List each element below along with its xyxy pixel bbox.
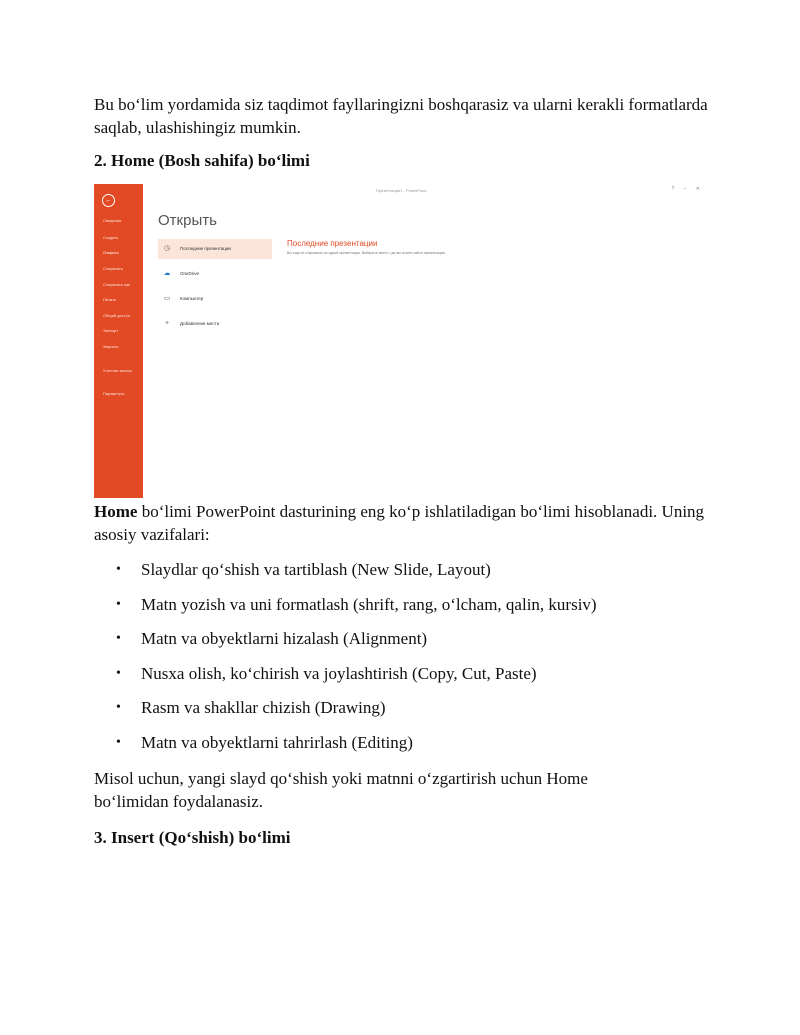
backstage-item-info[interactable]: Сведения [103,218,122,223]
home-paragraph [94,500,734,546]
backstage-item-options[interactable]: Параметры [103,391,125,396]
computer-icon: ▭ [163,295,171,302]
backstage-item-save-as[interactable]: Сохранить как [103,282,130,287]
list-item: • Matn yozish va uni formatlash (shrift, rang, o‘lcham, qalin, kursiv) [94,593,597,628]
home-paragraph-text: bo‘limi PowerPoint dasturining eng ko‘p ishlatiladigan bo‘limi hisoblanadi. Uning asosiy vazifalari: [94,502,705,544]
home-functions-list [94,558,597,765]
back-arrow-icon[interactable]: ← [102,194,115,207]
list-item: • Matn va obyektlarni tahrirlash (Editing) [94,731,597,766]
location-recent[interactable]: ◷ Последние презентации [158,239,272,259]
location-computer[interactable]: ▭ Компьютер [163,295,204,302]
section-3-heading: 3. Insert (Qo‘shish) bo‘limi [94,828,291,847]
location-onedrive[interactable]: ☁ OneDrive [163,270,200,277]
backstage-item-print[interactable]: Печать [103,297,117,302]
backstage-item-close[interactable]: Закрыть [103,344,119,349]
intro-paragraph: Bu bo‘lim yordamida siz taqdimot fayllaringizni boshqarasiz va ularni kerakli formatlarda saqlab, ulashishingiz mumkin. [94,95,708,137]
open-page-title: Открыть [158,212,217,229]
recent-presentations-title: Последние презентации [287,239,378,248]
powerpoint-open-screenshot [94,184,710,498]
window-controls: ? – ✕ [671,186,704,192]
list-item: • Nusxa olish, ko‘chirish va joylashtirish (Copy, Cut, Paste) [94,662,597,697]
plus-icon: + [164,320,170,327]
recent-presentations-description: Вы еще не открывали ни одной презентации. Выберите место, где вы хотите найти презентацию. [287,251,447,255]
backstage-item-save[interactable]: Сохранить [103,266,123,271]
backstage-item-share[interactable]: Общий доступ [103,313,130,318]
clock-icon: ◷ [163,245,171,252]
backstage-sidebar [94,184,143,498]
home-bold-term: Home [94,502,138,521]
backstage-item-export[interactable]: Экспорт [103,328,119,333]
list-item: • Rasm va shakllar chizish (Drawing) [94,696,597,731]
backstage-item-open[interactable]: Открыть [103,250,119,255]
example-paragraph: Misol uchun, yangi slayd qo‘shish yoki matnni o‘zgartirish uchun Home bo‘limidan foydalanasiz. [94,769,588,811]
backstage-item-account[interactable]: Учетная запись [103,368,132,373]
window-title: Презентация1 - PowerPoint [376,188,427,193]
list-item: • Slaydlar qo‘shish va tartiblash (New Slide, Layout) [94,558,597,593]
cloud-icon: ☁ [163,270,171,277]
section-2-heading: 2. Home (Bosh sahifa) bo‘limi [94,151,310,170]
backstage-item-new[interactable]: Создать [103,235,119,240]
location-add-place[interactable]: + Добавление места [164,320,220,327]
list-item: • Matn va obyektlarni hizalash (Alignment) [94,627,597,662]
